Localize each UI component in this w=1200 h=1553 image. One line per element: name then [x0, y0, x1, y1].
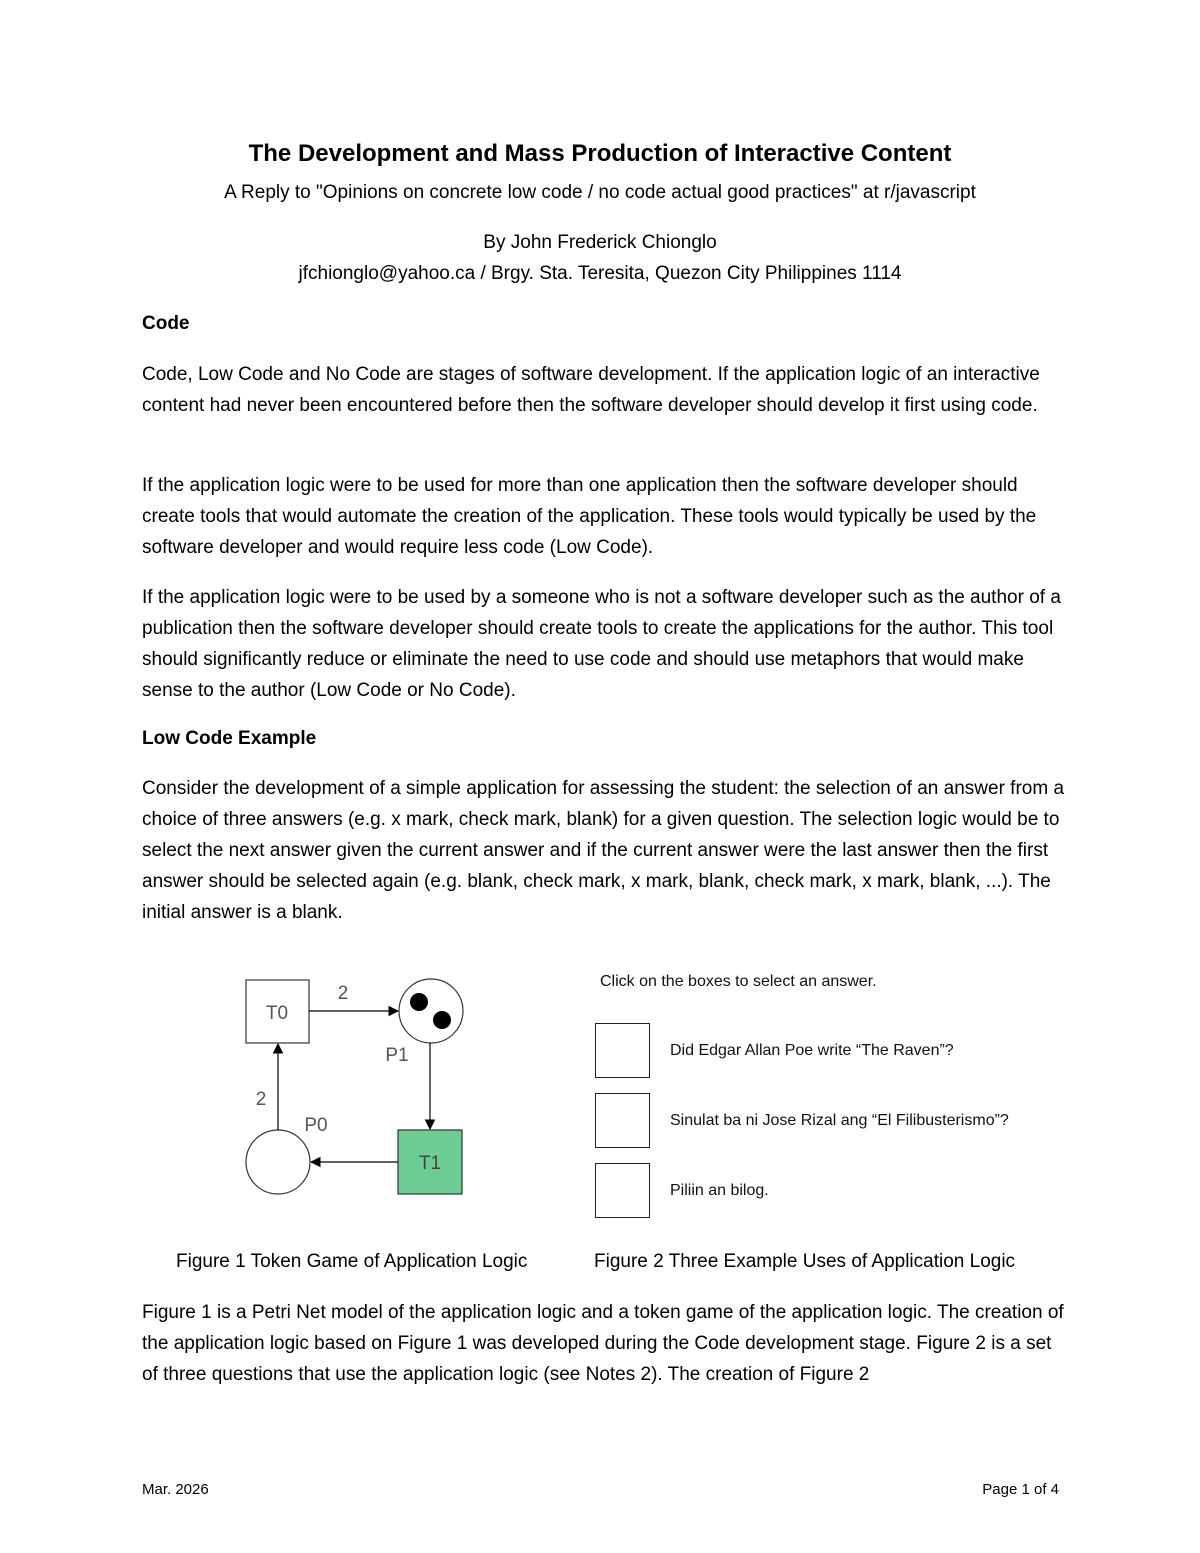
arc-t0-p1-weight: 2: [337, 983, 349, 1004]
answer-box-2[interactable]: [595, 1093, 650, 1148]
footer-date: Mar. 2026: [142, 1481, 209, 1498]
section-heading-code: Code: [142, 313, 190, 334]
question-1: Did Edgar Allan Poe write “The Raven”?: [670, 1042, 954, 1059]
document-subtitle: A Reply to "Opinions on concrete low code / no code actual good practices" at r/javascript: [224, 182, 976, 203]
section-heading-low-code: Low Code Example: [142, 728, 317, 749]
place-p1-label: P1: [385, 1045, 409, 1066]
arc-p0-t0-weight: 2: [255, 1089, 267, 1110]
paragraph-code-1: Code, Low Code and No Code are stages of software development. If the application logic of an interactive content had never been encountered before then the software developer should develop it first using code.: [142, 364, 1040, 416]
answer-box-1[interactable]: [595, 1023, 650, 1078]
paragraph-code-3: If the application logic were to be used by a someone who is not a software developer such as the author of a publication then the software developer should create tools to create the applications for the author. This tool should significantly reduce or eliminate the need to use code and should use metaphors that would make sense to the author (Low Code or No Code).: [142, 587, 1061, 701]
paragraph-low-code-1: Consider the development of a simple application for assessing the student: the selection of an answer from a choice of three answers (e.g. x mark, check mark, blank) for a given question. The selection logic would be to select the next answer given the current answer and if the current answer were the last answer then the first answer should be selected again (e.g. blank, check mark, x mark, blank, check mark, x mark, blank, ...). The initial answer is a blank.: [142, 778, 1065, 923]
paragraph-after-figures: Figure 1 is a Petri Net model of the application logic and a token game of the application logic. The creation of the application logic based on Figure 1 was developed during the Code development stage. Figure 2 is a set of three questions that use the application logic (see Notes 2). The creation of Figure 2: [142, 1302, 1064, 1385]
document-byline: By John Frederick Chionglo: [483, 232, 717, 253]
document-title: The Development and Mass Production of Interactive Content: [248, 140, 952, 167]
document-contact: jfchionglo@yahoo.ca / Brgy. Sta. Teresita, Quezon City Philippines 1114: [298, 263, 902, 284]
footer-page-number: Page 1 of 4: [982, 1481, 1059, 1498]
place-p0: [246, 1130, 310, 1194]
answer-box-3[interactable]: [595, 1163, 650, 1218]
place-p1: [399, 979, 463, 1043]
place-p0-label: P0: [304, 1115, 328, 1136]
question-3: Piliin an bilog.: [670, 1182, 769, 1199]
figure1-petri-net: [236, 968, 476, 1208]
transition-t0-label: T0: [265, 1003, 289, 1024]
figure2-caption: Figure 2 Three Example Uses of Application Logic: [594, 1251, 1016, 1272]
figure1-caption: Figure 1 Token Game of Application Logic: [176, 1251, 528, 1272]
token-2: [433, 1011, 451, 1029]
transition-t1-label: T1: [418, 1153, 442, 1174]
question-2: Sinulat ba ni Jose Rizal ang “El Filibusterismo”?: [670, 1112, 1009, 1129]
figure2-instruction: Click on the boxes to select an answer.: [600, 973, 877, 990]
token-1: [410, 993, 428, 1011]
paragraph-code-2: If the application logic were to be used for more than one application then the software developer should create tools that would automate the creation of the application. These tools would typically be used by the software developer and would require less code (Low Code).: [142, 475, 1037, 558]
figure2-example-questions: [592, 965, 1062, 1230]
